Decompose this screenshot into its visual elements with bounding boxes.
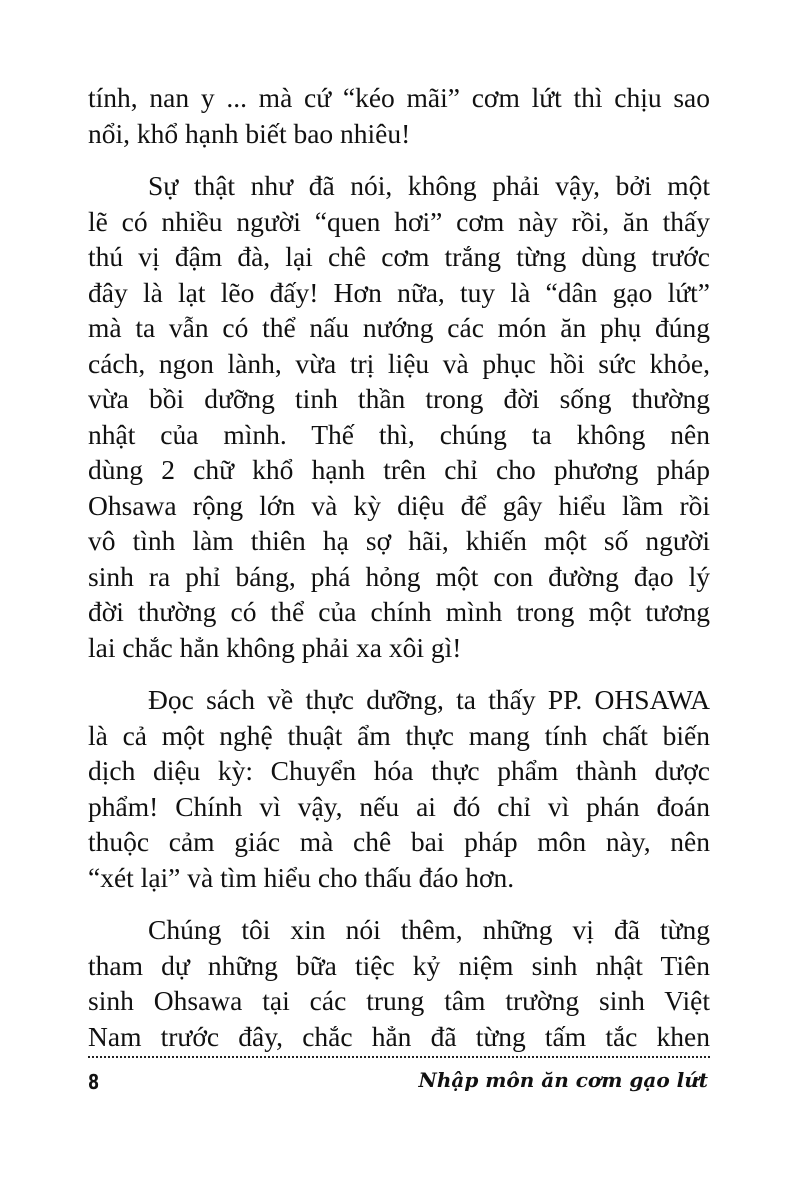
paragraph [88, 168, 710, 665]
text-line: “xét lại” và tìm hiểu cho thấu đáo hơn. [88, 861, 515, 893]
text-line: sinh ra phỉ báng, phá hỏng một con đường đạo lý [88, 560, 710, 592]
paragraph [88, 912, 710, 1054]
text-line: Sự thật như đã nói, không phải vậy, bởi một [148, 170, 710, 201]
text-line: mà ta vẫn có thể nấu nướng các món ăn phụ đúng [88, 312, 710, 343]
text-line: Đọc sách về thực dưỡng, ta thấy PP. OHSAWA [148, 684, 710, 715]
text-line: tính, nan y ... mà cứ “kéo mãi” cơm lứt thì chịu sao [88, 82, 710, 113]
text-line: vừa bồi dưỡng tinh thần trong đời sống thường [88, 383, 710, 414]
text-line: dịch diệu kỳ: Chuyển hóa thực phẩm thành dược [88, 755, 710, 786]
body-text [88, 80, 710, 1054]
text-line: dùng 2 chữ khổ hạnh trên chỉ cho phương pháp [88, 454, 710, 485]
text-line: lai chắc hẳn không phải xa xôi gì! [88, 631, 462, 663]
text-line: tham dự những bữa tiệc kỷ niệm sinh nhật Tiên [88, 949, 710, 981]
text-line: phẩm! Chính vì vậy, nếu ai đó chỉ vì phán đoán [88, 790, 710, 822]
text-line: Ohsawa rộng lớn và kỳ diệu để gây hiểu lầm rồi [88, 489, 710, 521]
text-line: Chúng tôi xin nói thêm, những vị đã từng [148, 914, 710, 945]
text-line: Nam trước đây, chắc hẳn đã từng tấm tắc khen [88, 1020, 710, 1052]
text-line: đời thường có thể của chính mình trong một tương [88, 596, 710, 627]
paragraph [88, 682, 710, 895]
text-line: thuộc cảm giác mà chê bai pháp môn này, nên [88, 826, 710, 857]
book-title: Nhập môn ăn cơm gạo lứt [418, 1068, 708, 1092]
footer-divider [88, 1056, 710, 1058]
text-line: thú vị đậm đà, lại chê cơm trắng từng dùng trước [88, 241, 710, 272]
text-line: là cả một nghệ thuật ẩm thực mang tính chất biến [88, 719, 710, 751]
paragraph [88, 80, 710, 151]
text-line: nhật của mình. Thế thì, chúng ta không nên [88, 418, 710, 450]
text-line: vô tình làm thiên hạ sợ hãi, khiến một số người [88, 525, 710, 556]
text-line: cách, ngon lành, vừa trị liệu và phục hồi sức khỏe, [88, 347, 710, 379]
text-line: đây là lạt lẽo đấy! Hơn nữa, tuy là “dân gạo lứt” [88, 276, 710, 308]
text-line: lẽ có nhiều người “quen hơi” cơm này rồi, ăn thấy [88, 205, 710, 237]
page-number: 8 [88, 1070, 100, 1094]
text-line: sinh Ohsawa tại các trung tâm trường sinh Việt [88, 985, 710, 1016]
text-line: nổi, khổ hạnh biết bao nhiêu! [88, 117, 411, 149]
